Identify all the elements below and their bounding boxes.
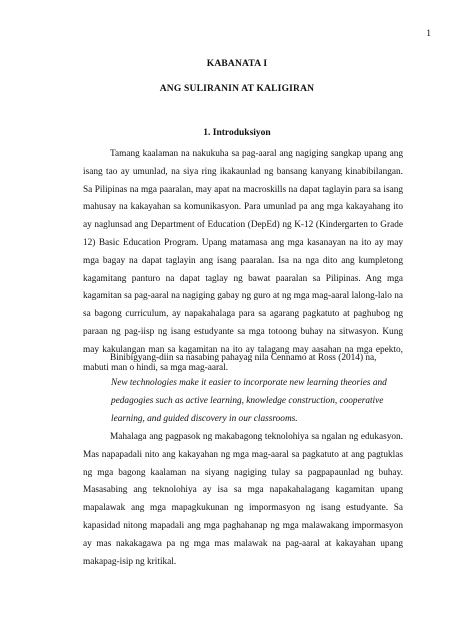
paragraph-introduction: Tamang kaalaman na nakukuha sa pag-aaral ang nagiging sangkap upang ang isang tao ay umunlad, na siya ring ikakaunlad ng bansang kanyang kinabibilangan. Sa Pilipinas na mga paaralan, may apat na macroskills na dapat taglayin para sa isang mahusay na kakayahan sa komunikasyon. Para umunlad pa ang mga kakayahang ito ay naglunsad ang Department of Education (DepEd) ng K-12 (Kindergarten to Grade 12) Basic Education Program. Upang matamasa ang mga kasanayan na ito ay may mga bagay na dapat taglayin ang isang paaralan. Isa na nga dito ang kumpletong kagamitang panturo na dapat taglay ng bawat paaralan sa Pilipinas. Ang mga kagamitan sa pag-aaral na nagiging gabay ng guro at ng mga mag-aaral lalong-lalo na sa bagong curriculum, ay napakahalaga para sa agarang pagkatuto at paghubog ng paraan ng pag-iisp ng isang estudyante sa mga totoong buhay na sitwasyon. Kung may kakulangan man sa kagamitan na ito ay talagang may aasahan na mga epekto, mabuti man o hindi, sa mga mag-aaral. (83, 149, 403, 373)
page-number: 1 (426, 29, 431, 39)
chapter-title: ANG SULIRANIN AT KALIGIRAN (159, 84, 315, 94)
section-heading: 1. Introduksiyon (203, 128, 271, 138)
chapter-label: KABANATA I (206, 59, 268, 69)
block-quote: New technologies make it easier to incorporate new learning theories and pedagogies such as active learning, knowledge construction, cooperative learning, and guided discovery in our classrooms. (111, 378, 387, 424)
quote-introduction: Binibigyang-diin sa nasabing pahayag nila Cennamo at Ross (2014) na, (110, 353, 377, 363)
paragraph-technology: Mahalaga ang pagpasok ng makabagong teknolohiya sa ngalan ng edukasyon. Mas napapadali nito ang kakayahan ng mga mag-aaral sa pagkatuto at ang pagtuklas ng mga bagong kaalaman na siyang nagiging tulay sa pagpapaunlad ng buhay. Masasabing ang teknolohiya ay isa sa mga napakahalagang kagamitan upang mapalawak ang mga mapagkukunan ng impormasyon ng isang estudyante. Sa kapasidad nitong mapadali ang mga paghahanap ng mga malawakang impormasyon ay mas nakakagawa pa ng mga mas malawak na pag-aaral at kakayahan upang makapag-isip ng kritikal. (83, 432, 403, 567)
